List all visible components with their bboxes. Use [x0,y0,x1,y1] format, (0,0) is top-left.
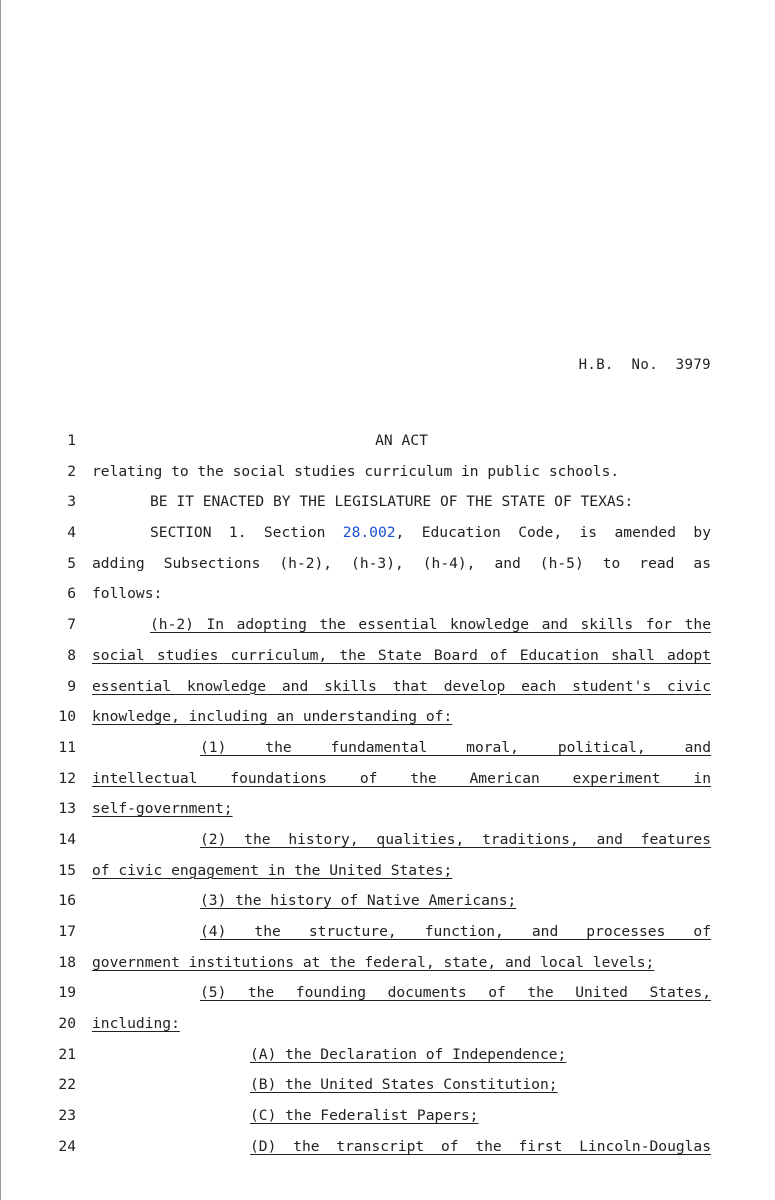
text-content: follows: [92,585,163,603]
section-label: SECTION 1. Section [150,524,326,542]
section-intro [92,522,711,544]
inserted-text: (2) the history, qualities, traditions, and features [200,830,711,848]
text-line [0,737,775,768]
text-line [0,768,775,799]
statute-link[interactable]: 28.002 [342,524,396,542]
inserted-text: (h-2) In adopting the essential knowledge and skills for the [150,616,711,634]
text-line [0,1105,775,1136]
inserted-text: (5) the founding documents of the United States, [200,984,711,1002]
text-content: adding Subsections (h-2), (h-3), (h-4), and (h-5) to read as [92,554,711,572]
line-number: 22 [58,1076,76,1094]
text-line [0,921,775,952]
line-number: 17 [58,923,76,940]
inserted-text: social studies curriculum, the State Board of Education shall adopt [92,646,711,664]
line-number: 7 [67,616,76,634]
line-number: 24 [58,1137,76,1155]
inserted-text: self-government; [92,800,233,818]
line-number: 23 [58,1107,76,1125]
line-number: 13 [58,800,76,818]
inserted-text: (1) the fundamental moral, political, and [200,738,711,756]
text-line [0,461,775,492]
line-number: 21 [58,1045,76,1063]
line-number: 19 [58,984,76,1002]
text-line [0,890,775,921]
inserted-text: (A) the Declaration of Independence; [250,1045,567,1063]
bill-text [0,430,775,1167]
section-rest: , Education Code, is amended by [395,524,711,542]
inserted-text: essential knowledge and skills that develop each student's civic [92,677,711,695]
line-number: 11 [58,738,76,756]
inserted-text: (C) the Federalist Papers; [250,1107,479,1125]
line-number: 1 [67,432,76,449]
line-number: 9 [67,677,76,695]
line-number: 15 [58,861,76,879]
text-line [0,1044,775,1075]
text-line [0,645,775,676]
line-number: 6 [67,585,76,603]
text-line [0,614,775,645]
act-title: AN ACT [375,432,428,449]
caption: relating to the social studies curriculum in public schools. [92,462,620,480]
text-line [0,829,775,860]
inserted-text: government institutions at the federal, state, and local levels; [92,953,655,971]
text-line [0,1013,775,1044]
line-number: 12 [58,769,76,787]
text-line [0,860,775,891]
text-line [0,430,775,461]
line-number: 20 [58,1015,76,1033]
text-line [0,522,775,553]
bill-number: H.B. No. 3979 [578,357,711,373]
line-number: 10 [58,708,76,726]
line-number: 18 [58,953,76,971]
inserted-text: (4) the structure, function, and processes of [200,923,711,940]
line-number: 14 [58,830,76,848]
inserted-text: (3) the history of Native Americans; [200,892,517,910]
inserted-text: (D) the transcript of the first Lincoln-Douglas [250,1137,711,1155]
text-line [0,491,775,522]
line-number: 5 [67,554,76,572]
line-number: 2 [67,462,76,480]
text-line [0,583,775,614]
text-line [0,676,775,707]
text-line [0,798,775,829]
line-number: 16 [58,892,76,910]
text-line [0,982,775,1013]
line-number: 3 [67,493,76,511]
inserted-text: knowledge, including an understanding of: [92,708,453,726]
inserted-text: intellectual foundations of the American experiment in [92,769,711,787]
text-line [0,1136,775,1167]
text-line [0,706,775,737]
line-number: 8 [67,646,76,664]
text-line [0,1074,775,1105]
inserted-text: (B) the United States Constitution; [250,1076,558,1094]
line-number: 4 [67,524,76,542]
text-line [0,553,775,584]
inserted-text: of civic engagement in the United States; [92,861,453,879]
text-line [0,952,775,983]
enacting-clause: BE IT ENACTED BY THE LEGISLATURE OF THE STATE OF TEXAS: [150,493,634,511]
inserted-text: including: [92,1015,180,1033]
